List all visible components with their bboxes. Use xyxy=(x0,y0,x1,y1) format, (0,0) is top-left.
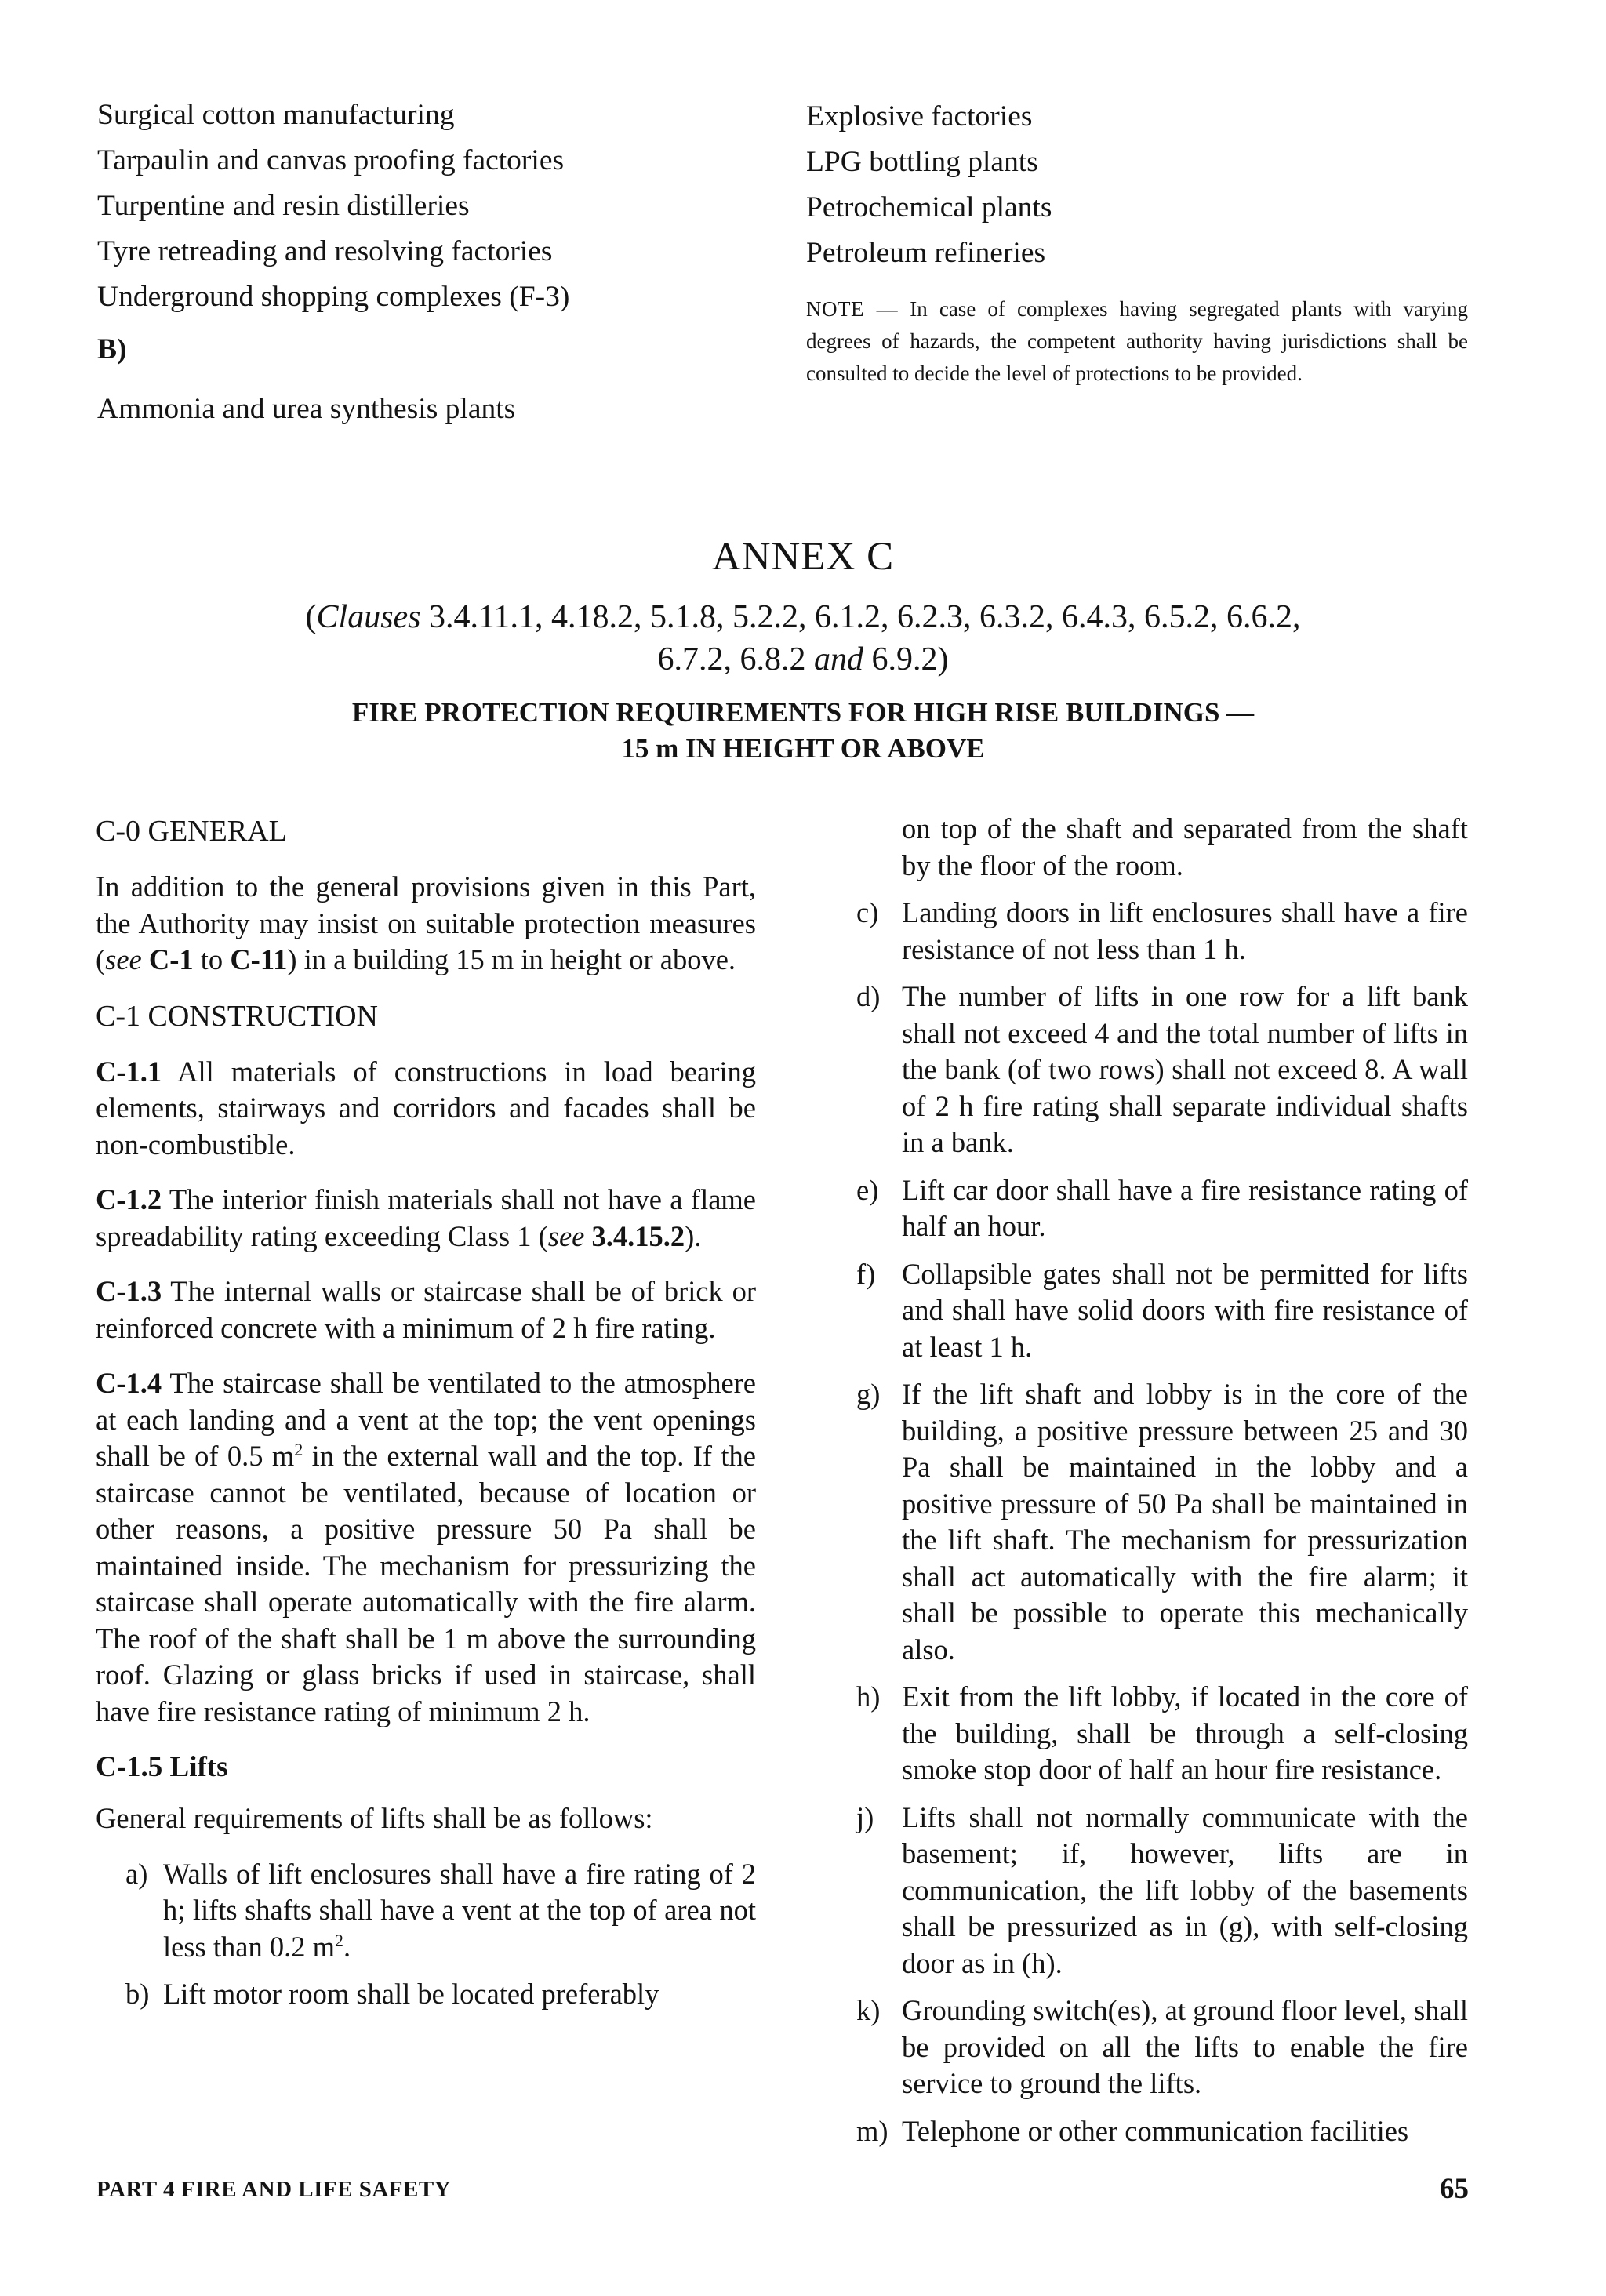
list-item-a xyxy=(125,1856,756,1966)
list-item-j xyxy=(856,1800,1468,1982)
list-item-h xyxy=(856,1679,1468,1789)
annex-heading-line2: 15 m IN HEIGHT OR ABOVE xyxy=(621,733,985,764)
clause-number: C-1.1 xyxy=(96,1055,162,1088)
annex-clauses xyxy=(0,596,1606,681)
clause-c1-2 xyxy=(96,1182,756,1255)
list-item-m xyxy=(856,2113,1468,2150)
annex-heading-line1: FIRE PROTECTION REQUIREMENTS FOR HIGH RISE BUILDINGS — xyxy=(351,697,1255,728)
item-key: k) xyxy=(856,1994,881,2026)
item-text: Telephone or other communication facilities xyxy=(902,2114,1409,2147)
clause-text: in the external wall and the top. If the staircase cannot be ventilated, because of location or other reasons, a positive pressure 50 Pa shall be maintained inside. The mechanism for pressurizing the staircase shall operate automatically with the fire alarm. The roof of the shaft shall be 1 m above the surrounding roof. Glazing or glass bricks if used in staircase, shall have fire resistance rating of minimum 2 h. xyxy=(96,1440,756,1727)
list-item: Turpentine and resin distilleries xyxy=(97,190,470,222)
item-text: If the lift shaft and lobby is in the core of the building, a positive pressure between 25 and 30 Pa shall be maintained in the lobby and a positive pressure of 50 Pa shall be maintained in the lift shaft. The mechanism for pressurization shall act automatically with the fire alarm; it shall be possible to operate this mechanically also. xyxy=(902,1378,1468,1666)
page-number: 65 xyxy=(1440,2173,1469,2205)
clauses-and: and xyxy=(814,641,863,678)
note xyxy=(806,293,1468,390)
section-heading-c1: C-1 CONSTRUCTION xyxy=(96,999,378,1033)
clause-see: see xyxy=(547,1219,585,1252)
top-right-column xyxy=(806,94,1468,390)
clause-text: All materials of constructions in load bearing elements, stairways and corridors and facades shall be non-combustible. xyxy=(96,1055,756,1161)
clauses-line2b: 6.9.2) xyxy=(863,641,949,678)
list-item: Underground shopping complexes (F-3) xyxy=(97,281,570,313)
footer-part-title: PART 4 FIRE AND LIFE SAFETY xyxy=(96,2177,452,2202)
clauses-word: Clauses xyxy=(316,599,421,635)
item-key: d) xyxy=(856,980,881,1012)
c0-text-a: In addition to the general provisions given in this Part, the Authority may insist on suitable protection measures ( xyxy=(96,870,756,975)
list-item: Tyre retreading and resolving factories xyxy=(97,235,553,267)
list-item: Tarpaulin and canvas proofing factories xyxy=(97,144,565,176)
note-label: NOTE — xyxy=(806,297,899,321)
annex-title: ANNEX C xyxy=(711,535,895,579)
item-key: f) xyxy=(856,1257,876,1290)
list-item: Surgical cotton manufacturing xyxy=(97,99,455,131)
list-item-b-continued xyxy=(856,811,1468,884)
clauses-line1: 3.4.11.1, 4.18.2, 5.1.8, 5.2.2, 6.1.2, 6.2.3, 6.3.2, 6.4.3, 6.5.2, 6.6.2, xyxy=(420,599,1301,635)
clause-number: C-1.3 xyxy=(96,1275,162,1307)
item-text: on top of the shaft and separated from the shaft by the floor of the room. xyxy=(902,812,1468,881)
item-text: Lifts shall not normally communicate with the basement; if, however, lifts are in communication, the lift lobby of the basements shall be pressurized as in (g), with self-closing door as in (h). xyxy=(902,1800,1468,1979)
list-item: Petroleum refineries xyxy=(806,237,1046,269)
subsection-heading-lifts: C-1.5 Lifts xyxy=(96,1751,228,1783)
body-right-column xyxy=(856,811,1468,2160)
annex-heading xyxy=(0,695,1606,767)
clause-text: The internal walls or staircase shall be of brick or reinforced concrete with a minimum of 2 h fire rating. xyxy=(96,1275,756,1344)
item-text: Walls of lift enclosures shall have a fire rating of 2 h; lifts shafts shall have a vent at the top of area not less than 0.2 $m^2$. xyxy=(163,1857,756,1963)
annex-header xyxy=(0,533,1606,767)
list-item: Petrochemical plants xyxy=(806,191,1052,223)
section-heading-c0: C-0 GENERAL xyxy=(96,815,287,848)
list-item-g xyxy=(856,1376,1468,1668)
item-text: Grounding switch(es), at ground floor level, shall be provided on all the lifts to enable the fire service to ground the lifts. xyxy=(902,1994,1468,2099)
item-key: a) xyxy=(125,1857,148,1890)
item-key: b) xyxy=(125,1978,150,2010)
c0-ref1: C-1 xyxy=(148,943,194,975)
c0-text-b: ) in a building 15 m in height or above. xyxy=(287,943,736,975)
c0-see: see xyxy=(105,943,142,975)
item-text: Landing doors in lift enclosures shall have a fire resistance of not less than 1 h. xyxy=(902,896,1468,965)
list-item: Ammonia and urea synthesis plants xyxy=(97,393,516,425)
clause-c1-4 xyxy=(96,1365,756,1730)
item-text: Lift car door shall have a fire resistance rating of half an hour. xyxy=(902,1173,1468,1242)
item-text: Collapsible gates shall not be permitted for lifts and shall have solid doors with fire resistance of at least 1 h. xyxy=(902,1257,1468,1363)
clause-text: The staircase shall be ventilated to the atmosphere at each landing and a vent at the top; the vent openings shall be of 0.5 m xyxy=(96,1367,756,1472)
c0-to: to xyxy=(193,943,231,975)
list-item: LPG bottling plants xyxy=(806,146,1038,178)
clauses-open: ( xyxy=(305,599,317,635)
group-b-heading: B) xyxy=(97,333,127,365)
c0-paragraph xyxy=(96,869,756,979)
list-item-k xyxy=(856,1993,1468,2102)
clauses-line2a: 6.7.2, 6.8.2 xyxy=(657,641,814,678)
c0-ref2: C-11 xyxy=(230,943,288,975)
list-item-e xyxy=(856,1172,1468,1245)
note-text: In case of complexes having segregated plants with varying degrees of hazards, the competent authority having jurisdictions shall be consulted to decide the level of protections to be provided. xyxy=(806,297,1469,385)
superscript: 2 xyxy=(294,1439,303,1459)
item-text: Exit from the lift lobby, if located in the core of the building, shall be through a self-closing smoke stop door of half an hour fire resistance. xyxy=(902,1680,1468,1786)
item-text: The number of lifts in one row for a lift bank shall not exceed 4 and the total number of lifts in the bank (of two rows) shall not exceed 8. A wall of 2 h fire rating shall separate individual shafts in a bank. xyxy=(902,980,1468,1158)
top-left-column xyxy=(97,93,787,432)
list-item-b xyxy=(125,1976,756,2013)
clause-number: C-1.2 xyxy=(96,1183,162,1215)
superscript: 2 xyxy=(334,1930,343,1950)
item-key: h) xyxy=(856,1680,881,1713)
clause-ref: 3.4.15.2 xyxy=(591,1219,685,1252)
lifts-list-left xyxy=(96,1856,756,2013)
lifts-intro: General requirements of lifts shall be as follows: xyxy=(96,1802,653,1834)
item-key: c) xyxy=(856,896,879,928)
list-item-c xyxy=(856,895,1468,968)
item-key: m) xyxy=(856,2114,888,2147)
item-key: j) xyxy=(856,1800,874,1833)
list-item-f xyxy=(856,1256,1468,1366)
item-text: Lift motor room shall be located preferably xyxy=(163,1978,659,2010)
clause-c1-1 xyxy=(96,1054,756,1164)
clause-number: C-1.4 xyxy=(96,1367,162,1399)
list-item-d xyxy=(856,979,1468,1161)
item-key: g) xyxy=(856,1378,881,1410)
clause-text: ). xyxy=(685,1219,702,1252)
clause-c1-3 xyxy=(96,1273,756,1346)
item-key: e) xyxy=(856,1173,879,1206)
list-item: Explosive factories xyxy=(806,100,1033,133)
clause-text: The interior finish materials shall not have a flame spreadability rating exceeding Class 1 ( xyxy=(96,1183,756,1252)
body-left-column xyxy=(96,812,756,2024)
